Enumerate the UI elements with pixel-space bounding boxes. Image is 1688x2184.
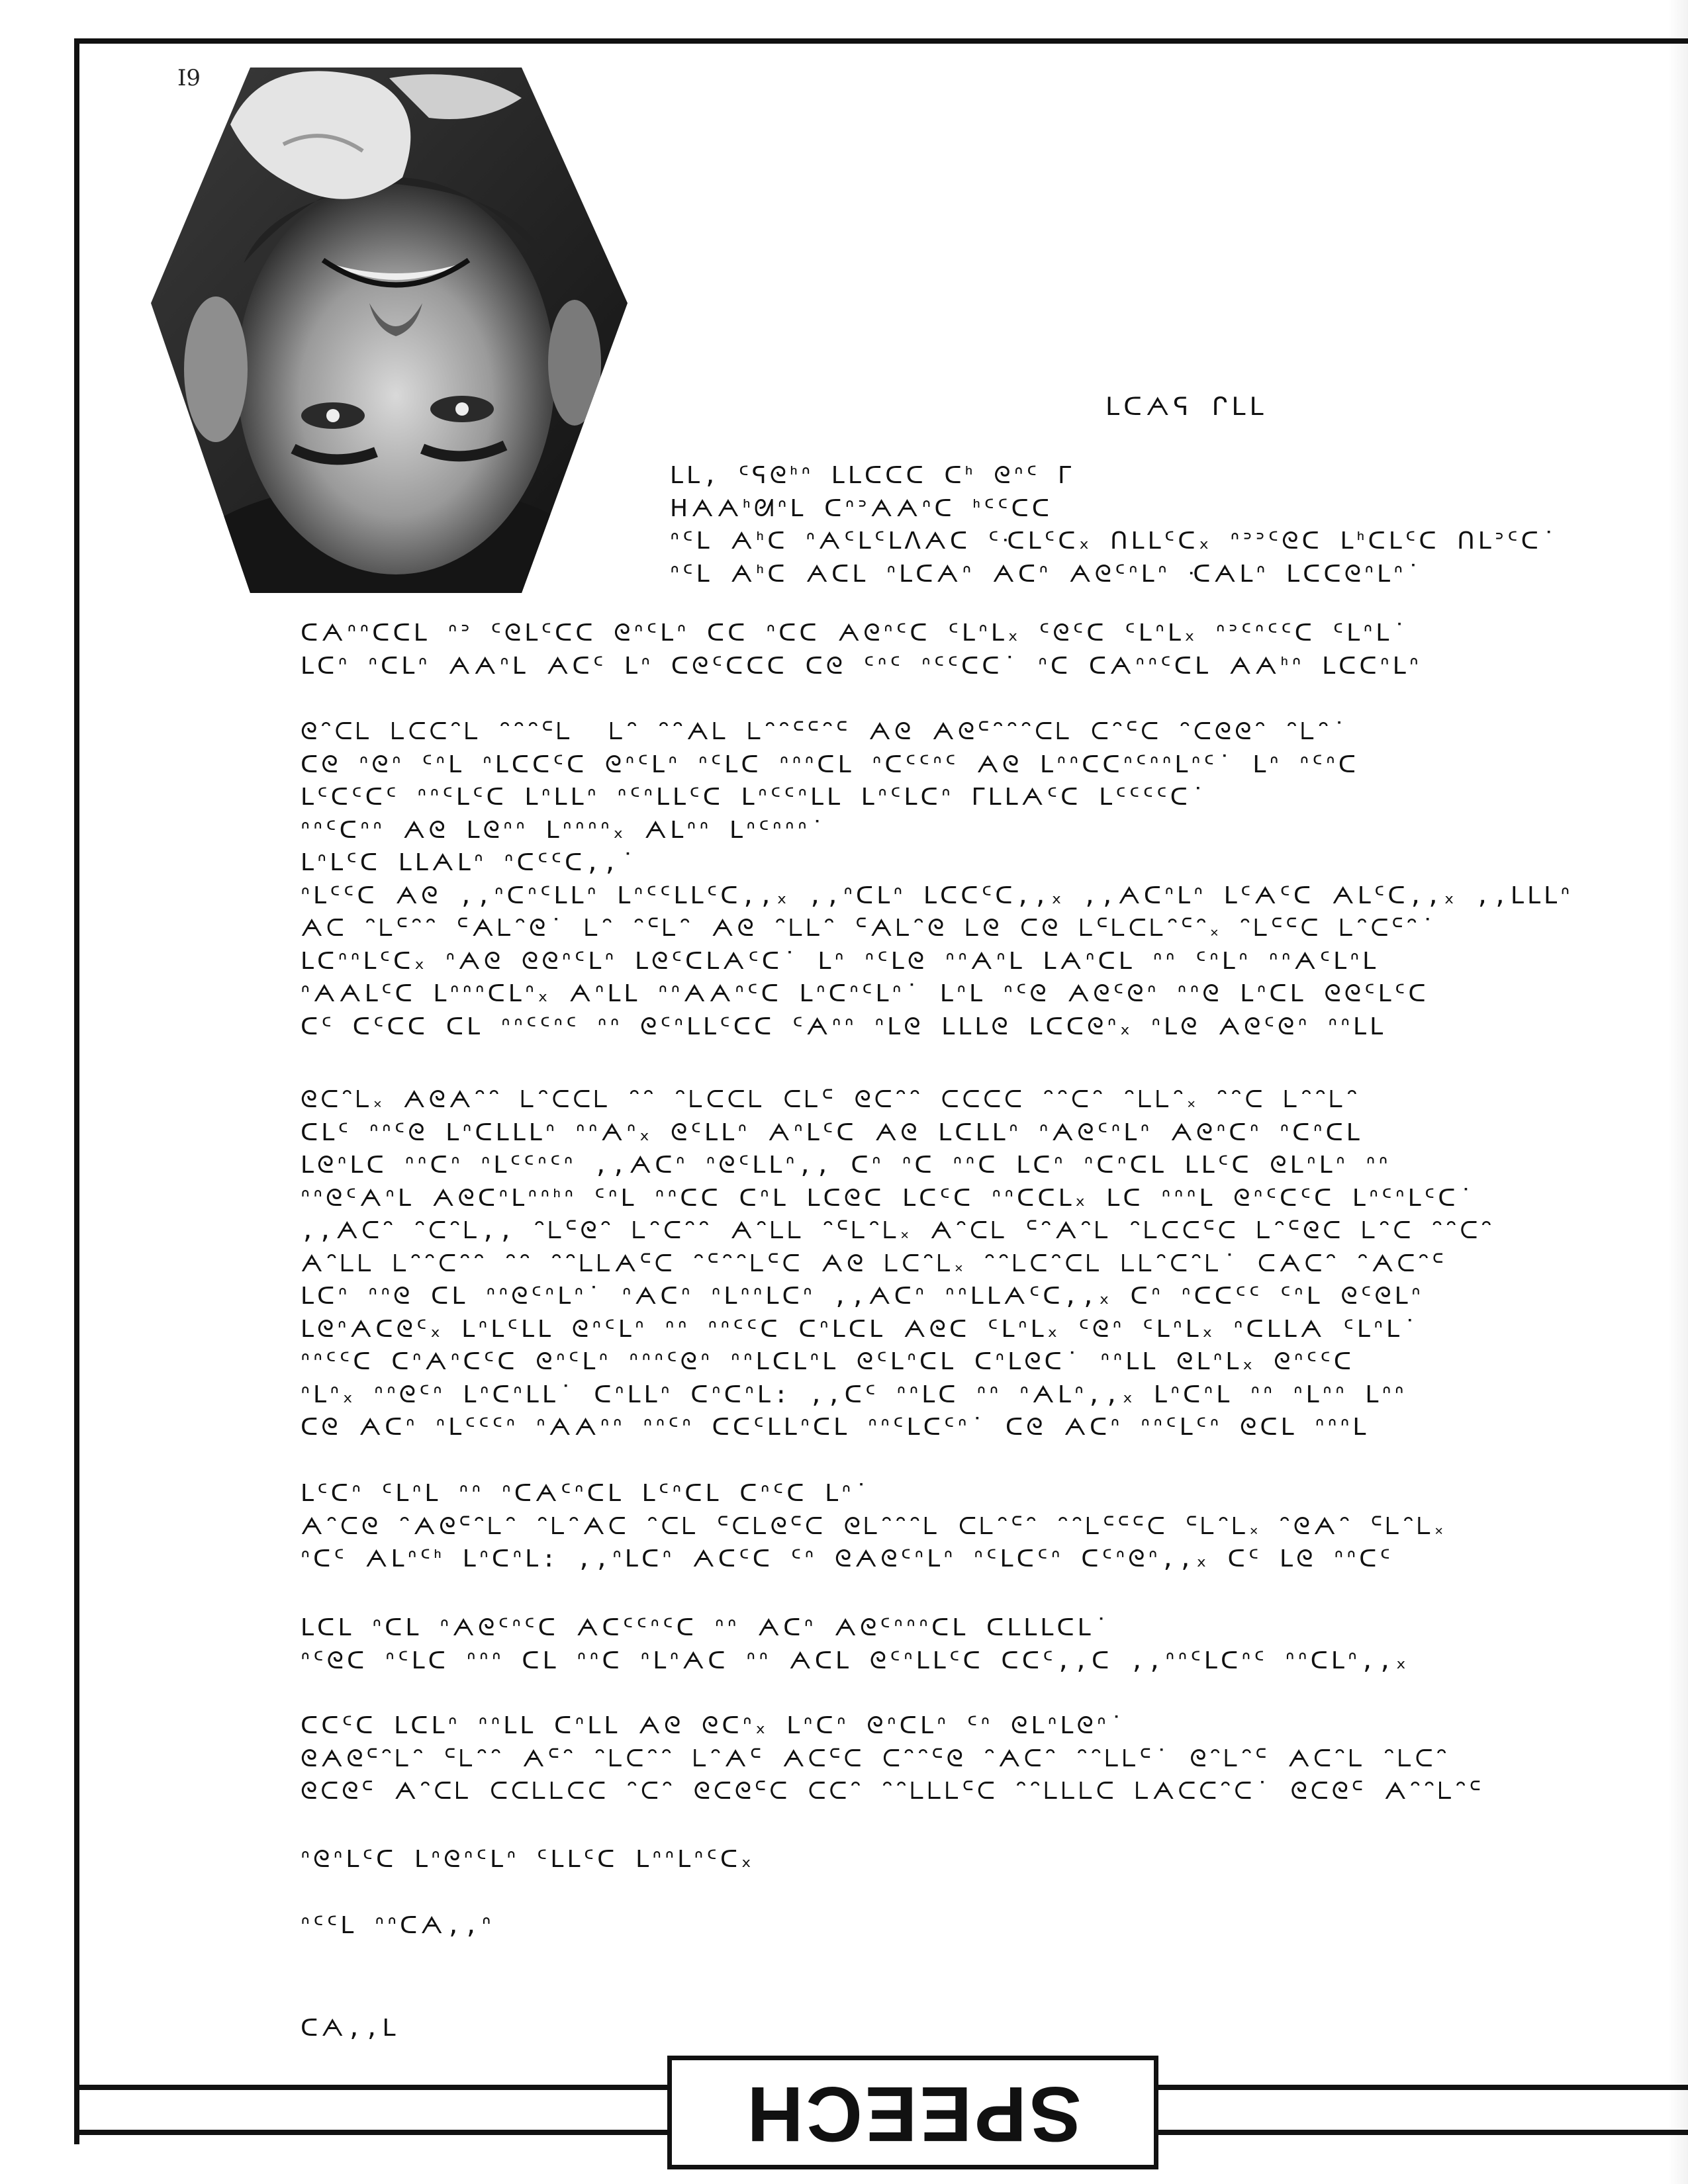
text-line: ᑕᘓ ᐢᘓᐢ ᑦᐢᒪ ᐢᒪᑕᑕᑦᑕ ᘓᐢᑦᒪᐢ ᐢᑦᒪᑕ ᐢᐢᐢᑕᒪ ᐢᑕᑦᑦᐢᑦ ᗅᘓ ᒪᐢᐢᑕᑕᐢᑦᐢᐢᒪᐢᑦ˙ ᒪᐢ ᐢᑦᐢᑕ — [301, 751, 1360, 778]
text-line: ᑕᗅ‚‚ᒪ — [301, 2015, 399, 2042]
section-label: SPEECH — [744, 2070, 1082, 2158]
text-line: ᒪᘓᐢᗅᑕᘓᑦ᙮ ᒪᐢᒪᑦᒪᒪ ᘓᐢᑦᒪᐢ ᐢᐢ ᐢᐢᑦᑦᑕ ᑕᐢᒪᑕᒪ ᗅᘓᑕ ᑦᒪᐢᒪ᙮ ᑦᘓᐢ ᑦᒪᐢᒪ᙮ ᐢᑕᒪᒪᗅ ᑦᒪᐢᒪ˙ — [301, 1315, 1421, 1343]
portrait-photo — [151, 65, 628, 594]
text-line: ᒪᑕᐢ ᐢᐢᘓ ᑕᒪ ᐢᐢᘓᑦᐢᒪᐢ˙ ᐢᗅᑕᐢ ᐢᒪᐢᐢᒪᑕᐢ ‚‚ᗅᑕᐢ ᐢᐢᒪᒪᗅᑦᑕ‚‚᙮ ᑕᐢ ᐢᑕᑕᑦᑦ ᑦᐢᒪ ᘓᑦᘓᒪᐢ — [301, 1283, 1424, 1310]
text-line: ᒪᘓᐢᒪᑕ ᐢᐢᑕᐢ ᐢᒪᑦᑦᐢᑦᐢ ‚‚ᗅᑕᐢ ᐢᘓᑦᒪᒪᐢ‚‚ ᑕᐢ ᐢᑕ ᐢᐢᑕ ᒪᑕᐢ ᐢᑕᐢᑕᒪ ᒪᒪᑦᑕ ᘓᒪᐢᒪᐢ ᐢᐢ — [301, 1152, 1391, 1179]
text-line: ᒪᑕᐢᐢᒪᑦᑕ᙮ ᐢᗅᘓ ᘓᘓᐢᑦᒪᐢ ᒪᘓᑦᑕᒪᗅᑦᑕ˙ ᒪᐢ ᐢᑦᒪᘓ ᐢᐢᗅᐢᒪ ᒪᗅᐢᑕᒪ ᐢᐢ ᑦᐢᒪᐢ ᐢᐢᗅᑦᒪᐢᒪ — [301, 947, 1380, 975]
text-line: ᐢᘓᐢᒪᑦᑕ ᒪᐢᘓᐢᑦᒪᐢ ᑦᒪᒪᑦᑕ ᒪᐢᐢᒪᐢᑦᑕ᙮ — [301, 1846, 755, 1873]
sign-off — [301, 2012, 399, 2045]
text-line: ᑕᑕᑦᑕ ᒪᑕᒪᐢ ᐢᐢᒪᒪ ᑕᐢᒪᒪ ᗅᘓ ᘓᑕᐢ᙮ ᒪᐢᑕᐢ ᘓᐢᑕᒪᐢ ᑦᐢ ᘓᒪᐢᒪᘓᐢ˙ — [301, 1712, 1127, 1739]
paragraph-1 — [301, 617, 1422, 682]
paragraph-5 — [301, 1612, 1409, 1677]
text-line: ᐢᐢᑦᑦᑕ ᑕᐢᗅᐢᑕᑦᑕ ᘓᐢᑦᒪᐢ ᐢᐢᐢᑦᘓᐢ ᐢᐢᒪᑕᒪᐢᒪ ᘓᑦᒪᐢᑕᒪ ᑕᐢᒪᘓᑕ˙ ᐢᐢᒪᒪ ᘓᒪᐢᒪ᙮ ᘓᐢᑦᑦᑕ — [301, 1348, 1354, 1375]
paragraph-4 — [301, 1477, 1446, 1576]
paragraph-2 — [301, 715, 1573, 1043]
text-line: ᒪᑦᑕᐢ ᑦᒪᐢᒪ ᐢᐢ ᐢᑕᗅᑦᐢᑕᒪ ᒪᑦᐢᑕᒪ ᑕᐢᑦᑕ ᒪᐢ˙ — [301, 1480, 872, 1507]
intro-line: ᐢᑦᒪ ᗅᑋᑕ ᐢᗅᑦᒪᑦᒪᐱᗅᑕ ᑦᑡᒪᑦᑕ᙮ ᑎᒪᒪᑦᑕ᙮ ᐢᐣᐣᑦᘓᑕ ᒪᑋᑕᒪᑦᑕ ᑎᒪᐣᑦᑕ˙ — [670, 527, 1560, 555]
text-line: ᐢᑦᑦᒪ ᐢᐢᑕᗅ‚‚ᐢ — [301, 1912, 494, 1939]
text-line: ᗅᑕ ᐢᒪᑦᐢᐢ ᑦᗅᒪᐢᘓ˙ ᒪᐢ ᐢᑦᒪᐢ ᗅᘓ ᐢᒪᒪᐢ ᑦᗅᒪᐢᘓ ᒪᘓ ᑕᘓ ᒪᑦᒪᑕᒪᐢᑦᐢ᙮ ᐢᒪᑦᑦᑕ ᒪᐢᑕᑦᐢ˙ — [301, 915, 1438, 942]
intro-line: ᕼᗅᗅᑋᘛᐢᒪ ᑕᐢᐣᗅᗅᐢᑕ ᑋᑦᑦᑕᑕ — [670, 494, 1053, 522]
intro-block — [670, 459, 1560, 590]
text-line: ᐢᑦᘓᑕ ᐢᑦᒪᑕ ᐢᐢᐢ ᑕᒪ ᐢᐢᑕ ᐢᒪᐢᗅᑕ ᐢᐢ ᗅᑕᒪ ᘓᑦᐢᒪᒪᑦᑕ ᑕᑕᑦ‚‚ᑕ ‚‚ᐢᐢᑦᒪᑕᐢᑦ ᐢᐢᑕᒪᐢ‚‚᙮ — [301, 1647, 1410, 1674]
page-number: I9 — [177, 65, 201, 91]
text-line: ᘓᗅᘓᑦᐢᒪᐢ ᑦᒪᐢᐢ ᗅᑦᐢ ᐢᒪᑕᐢᐢ ᒪᐢᗅᑦ ᗅᑕᑦᑕ ᑕᐢᐢᑦᘓ ᐢᗅᑕᐢ ᐢᐢᒪᒪᑦ˙ ᘓᐢᒪᐢᑦ ᗅᑕᐢᒪ ᐢᒪᑕᐢ — [301, 1745, 1450, 1772]
text-line: ᒪᐢᒪᑦᑕ ᒪᒪᗅᒪᐢ ᐢᑕᑦᑦᑕ‚‚˙ — [301, 849, 639, 876]
intro-line: ᒪᒪ, ᑦᕋᘓᑋᐢ ᒪᒪᑕᑕᑕ ᑕᑋ ᘓᐢᑦ ᒥ — [670, 462, 1075, 489]
text-line: ᐢᗅᗅᒪᑦᑕ ᒪᐢᐢᐢᑕᒪᐢ᙮ ᗅᐢᒪᒪ ᐢᐢᗅᗅᐢᑦᑕ ᒪᐢᑕᐢᑦᒪᐢ˙ ᒪᐢᒪ ᐢᑦᘓ ᗅᘓᑦᘓᐢ ᐢᐢᘓ ᒪᐢᑕᒪ ᘓᘓᑦᒪᑦᑕ — [301, 980, 1429, 1007]
text-line: ᘓᐢᑕᒪ ᒪᑕᑕᐢᒪ ᐢᐢᐢᑦᒪ ᒪᐢ ᐢᐢᗅᒪ ᒪᐢᐢᑦᑦᐢᑦ ᗅᘓ ᗅᘓᑦᐢᐢᐢᑕᒪ ᑕᐢᑦᑕ ᐢᑕᘓᘓᐢ ᐢᒪᐢ˙ — [301, 718, 1350, 745]
text-line: ᐢᒪᐢ᙮ ᐢᐢᘓᑦᐢ ᒪᐢᑕᐢᒪᒪ˙ ᑕᐢᒪᒪᐢ ᑕᐢᑕᐢᒪ: ‚‚ᑕᑦ ᐢᐢᒪᑕ ᐢᐢ ᐢᗅᒪᐢ‚‚᙮ ᒪᐢᑕᐢᒪ ᐢᐢ ᐢᒪᐢᐢ ᒪᐢᐢ — [301, 1381, 1407, 1408]
text-line: ᑕᒪᑦ ᐢᐢᑦᘓ ᒪᐢᑕᒪᒪᒪᐢ ᐢᐢᗅᐢ᙮ ᘓᑦᒪᒪᐢ ᗅᐢᒪᑦᑕ ᗅᘓ ᒪᑕᒪᒪᐢ ᐢᗅᘓᑦᐢᒪᐢ ᗅᘓᐢᑕᐢ ᐢᑕᐢᑕᒪ — [301, 1118, 1363, 1146]
text-line: ᘓᑕᘓᑦ ᗅᐢᑕᒪ ᑕᑕᒪᒪᑕᑕ ᐢᑕᐢ ᘓᑕᘓᑦᑕ ᑕᑕᐢ ᐢᐢᒪᒪᒪᑦᑕ ᐢᐢᒪᒪᒪᑕ ᒪᗅᑕᑕᐢᑕ˙ ᘓᑕᘓᑦ ᗅᐢᐢᒪᐢᑦ — [301, 1778, 1484, 1805]
text-line: ᑕᗅᐢᐢᑕᑕᒪ ᐢᐣ ᑦᘓᒪᑦᑕᑕ ᘓᐢᑦᒪᐢ ᑕᑕ ᐢᑕᑕ ᗅᘓᐢᑦᑕ ᑦᒪᐢᒪ᙮ ᑦᘓᑦᑕ ᑦᒪᐢᒪ᙮ ᐢᐣᑦᐢᑦᑦᑕ ᑦᒪᐢᒪ˙ — [301, 619, 1410, 647]
text-line: ᑕᘓ ᗅᑕᐢ ᐢᒪᑦᑦᑦᐢ ᐢᗅᗅᐢᐢ ᐢᐢᑦᐢ ᑕᑕᑦᒪᒪᐢᑕᒪ ᐢᐢᑦᒪᑕᑦᐢ˙ ᑕᘓ ᗅᑕᐢ ᐢᐢᑦᒪᑦᐢ ᘓᑕᒪ ᐢᐢᐢᒪ — [301, 1414, 1370, 1441]
text-line: ᒪᑦᑕᑦᑕᑦ ᐢᐢᑦᒪᑦᑕ ᒪᐢᒪᒪᐢ ᐢᑦᐢᒪᒪᑦᑕ ᒪᐢᑦᑦᐢᒪᒪ ᒪᐢᑦᒪᑕᐢ ᒥᒪᒪᗅᑦᑕ ᒪᑦᑦᑦᑦᑕ˙ — [301, 784, 1209, 811]
text-line: ᐢᒪᑦᑦᑕ ᗅᘓ ‚‚ᐢᑕᐢᑦᒪᒪᐢ ᒪᐢᑦᑦᒪᒪᑦᑕ‚‚᙮ ‚‚ᐢᑕᒪᐢ ᒪᑕᑕᑦᑕ‚‚᙮ ‚‚ᗅᑕᐢᒪᐢ ᒪᑦᗅᑦᑕ ᗅᒪᑦᑕ‚‚᙮ ‚‚ᒪᒪᒪᐢ — [301, 882, 1573, 909]
text-line: ᗅᐢᑕᘓ ᐢᗅᘓᑦᐢᒪᐢ ᐢᒪᐢᗅᑕ ᐢᑕᒪ ᑦᑕᒪᘓᑦᑕ ᘓᒪᐢᐢᐢᒪ ᑕᒪᐢᑦᐢ ᐢᐢᒪᑦᑦᑦᑕ ᑦᒪᐢᒪ᙮ ᐢᘓᗅᐢ ᑦᒪᐢᒪ᙮ — [301, 1512, 1447, 1540]
article-heading: ᒪᑕᗅᕋ ᒋᒪᒪ — [1105, 392, 1268, 421]
text-line: ᐢᐢᑦᑕᐢᐢ ᗅᘓ ᒪᘓᐢᐢ ᒪᐢᐢᐢᐢ᙮ ᗅᒪᐢᐢ ᒪᐢᑦᐢᐢᐢ˙ — [301, 816, 828, 844]
closing-line — [301, 1843, 755, 1876]
text-line: ᒪᑕᒪ ᐢᑕᒪ ᐢᗅᘓᑦᐢᑦᑕ ᗅᑕᑦᑦᐢᑦᑕ ᐢᐢ ᗅᑕᐢ ᗅᘓᑦᐢᐢᐢᑕᒪ ᑕᒪᒪᒪᑕᒪ˙ — [301, 1614, 1112, 1641]
text-line: ᒪᑕᐢ ᐢᑕᒪᐢ ᗅᗅᐢᒪ ᗅᑕᑦ ᒪᐢ ᑕᘓᑦᑕᑕᑕ ᑕᘓ ᑦᐢᑦ ᐢᑦᑦᑕᑕ˙ ᐢᑕ ᑕᗅᐢᐢᑦᑕᒪ ᗅᗅᑋᐢ ᒪᑕᑕᐢᒪᐢ — [301, 652, 1422, 680]
paragraph-3 — [301, 1083, 1495, 1444]
text-line: ᐢᑕᑦ ᗅᒪᐢᑦᑋ ᒪᐢᑕᐢᒪ: ‚‚ᐢᒪᑕᐢ ᗅᑕᑦᑕ ᑦᐢ ᘓᗅᘓᑦᐢᒪᐢ ᐢᑦᒪᑕᑦᐢ ᑕᑦᐢᘓᐢ‚‚᙮ ᑕᑦ ᒪᘓ ᐢᐢᑕᑦ — [301, 1545, 1394, 1572]
text-line: ᘓᑕᐢᒪ᙮ ᗅᘓᗅᐢᐢ ᒪᐢᑕᑕᒪ ᐢᐢ ᐢᒪᑕᑕᒪ ᑕᒪᑦ ᘓᑕᐢᐢ ᑕᑕᑕᑕ ᐢᐢᑕᐢ ᐢᒪᒪᐢ᙮ ᐢᐢᑕ ᒪᐢᐢᒪᐢ — [301, 1086, 1361, 1113]
text-line: ‚‚ᗅᑕᐢ ᐢᑕᐢᒪ‚‚ ᐢᒪᑦᘓᐢ ᒪᐢᑕᐢᐢ ᗅᐢᒪᒪ ᐢᑦᒪᐢᒪ᙮ ᗅᐢᑕᒪ ᑦᐢᗅᐢᒪ ᐢᒪᑕᑕᑦᑕ ᒪᐢᑦᘓᑕ ᒪᐢᑕ ᐢᐢᑕᐢ — [301, 1217, 1495, 1244]
paragraph-6 — [301, 1709, 1484, 1808]
intro-line: ᐢᑦᒪ ᗅᑋᑕ ᗅᑕᒪ ᐢᒪᑕᗅᐢ ᗅᑕᐢ ᗅᘓᑦᐢᒪᐢ ᑡᗅᒪᐢ ᒪᑕᑕᘓᐢᒪᐢ˙ — [670, 560, 1424, 588]
text-line: ᗅᐢᒪᒪ ᒪᐢᐢᑕᐢᐢ ᐢᐢ ᐢᐢᒪᒪᗅᑦᑕ ᐢᑦᐢᐢᒪᑦᑕ ᗅᘓ ᒪᑕᐢᒪ᙮ ᐢᐢᒪᑕᐢᑕᒪ ᒪᒪᐢᑕᐢᒪ˙ ᑕᗅᑕᐢ ᐢᗅᑕᐢᑦ — [301, 1250, 1447, 1277]
text-line: ᐢᐢᘓᑦᗅᐢᒪ ᗅᘓᑕᐢᒪᐢᐢᑋᐢ ᑦᐢᒪ ᐢᐢᑕᑕ ᑕᐢᒪ ᒪᑕᘓᑕ ᒪᑕᑦᑕ ᐢᐢᑕᑕᒪ᙮ ᒪᑕ ᐢᐢᐢᒪ ᘓᐢᑦᑕᑦᑕ ᒪᐢᑦᐢᒪᑦᑕ˙ — [301, 1184, 1477, 1212]
text-line: ᑕᑦ ᑕᑦᑕᑕ ᑕᒪ ᐢᐢᑦᑦᐢᑦ ᐢᐢ ᘓᑦᐢᒪᒪᑦᑕᑕ ᑦᗅᐢᐢ ᐢᒪᘓ ᒪᒪᒪᘓ ᒪᑕᑕᘓᐢ᙮ ᐢᒪᘓ ᗅᘓᑦᘓᐢ ᐢᐢᒪᒪ — [301, 1013, 1387, 1040]
footer-label-box — [667, 2056, 1158, 2169]
signature-line — [301, 1909, 494, 1942]
